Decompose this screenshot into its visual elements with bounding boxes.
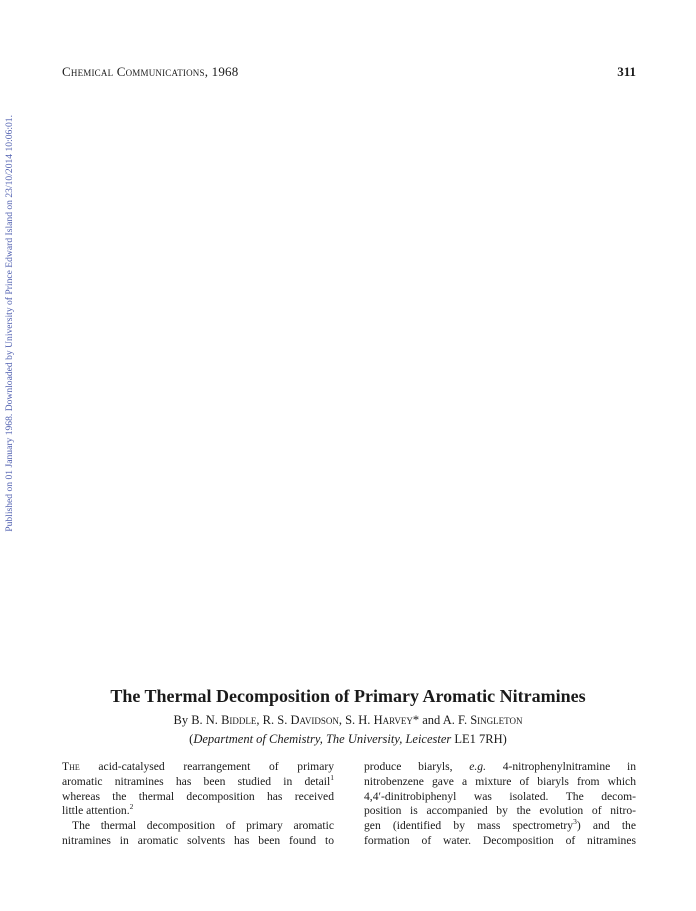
authors-prefix: By B. N. bbox=[173, 713, 222, 727]
affiliation-department: Department of Chemistry, The University, Leicester bbox=[193, 732, 452, 746]
body-text: 4-nitrophenylnitramine in bbox=[486, 760, 636, 773]
body-line bbox=[62, 760, 334, 775]
body-column-left bbox=[62, 760, 334, 849]
body-line: formation of water. Decomposition of nitramines bbox=[364, 833, 636, 847]
reference-marker[interactable]: 2 bbox=[129, 802, 134, 812]
body-text: acid-catalysed rearrangement of primary bbox=[79, 760, 334, 773]
body-text: little attention. bbox=[62, 804, 130, 818]
authors-separator: , S. H. bbox=[338, 713, 374, 727]
body-line: nitramines in aromatic solvents has been found to bbox=[62, 833, 334, 847]
body-text-italic: e.g. bbox=[469, 760, 486, 773]
body-line: nitrobenzene gave a mixture of biaryls from which bbox=[364, 774, 636, 788]
article-title: The Thermal Decomposition of Primary Aromatic Nitramines bbox=[110, 686, 586, 706]
body-column-right bbox=[364, 760, 636, 849]
body-line: whereas the thermal decomposition has received bbox=[62, 789, 334, 803]
article-affiliation bbox=[0, 732, 696, 747]
body-text: aromatic nitramines has been studied in detail bbox=[62, 774, 331, 788]
body-line bbox=[62, 772, 334, 790]
author-name: Singleton bbox=[470, 713, 523, 727]
journal-name bbox=[62, 64, 238, 80]
page-number: 311 bbox=[617, 64, 636, 79]
author-name: Davidson bbox=[290, 713, 339, 727]
body-line: 4,4′-dinitrobiphenyl was isolated. The decom- bbox=[364, 789, 636, 803]
journal-name-initial-1: C bbox=[62, 64, 71, 79]
journal-name-part-2: ommunications bbox=[125, 64, 205, 79]
drop-smallcaps: The bbox=[62, 760, 80, 773]
corresponding-author-mark: * bbox=[412, 713, 420, 727]
reference-marker[interactable]: 3 bbox=[573, 817, 577, 827]
article-authors bbox=[0, 713, 696, 728]
body-line bbox=[364, 760, 636, 775]
body-line bbox=[364, 819, 636, 834]
author-name: Harvey bbox=[373, 713, 413, 727]
body-text: gen (identified by mass spectrometry bbox=[364, 819, 574, 833]
download-notice bbox=[0, 115, 22, 575]
affiliation-postcode: LE1 7RH) bbox=[451, 732, 507, 746]
body-line bbox=[62, 804, 334, 819]
download-notice-text[interactable]: Published on 01 January 1968. Downloaded by University of Prince Edward Island on 23/10/2014 10:06:01. bbox=[4, 115, 15, 532]
page-header bbox=[62, 64, 636, 82]
journal-year: , 1968 bbox=[204, 64, 239, 79]
affiliation-paren: ( bbox=[189, 732, 194, 746]
body-text: produce biaryls, bbox=[364, 760, 470, 773]
journal-name-initial-2: C bbox=[116, 64, 126, 79]
authors-separator: , R. S. bbox=[256, 713, 291, 727]
author-name: Biddle bbox=[221, 713, 257, 727]
body-line: The thermal decomposition of primary aromatic bbox=[72, 819, 334, 833]
journal-name-part-1: hemical bbox=[70, 64, 117, 79]
body-line: position is accompanied by the evolution of nitro- bbox=[364, 804, 636, 818]
authors-separator: and A. F. bbox=[419, 713, 471, 727]
body-text: ) and the bbox=[576, 819, 636, 833]
reference-marker[interactable]: 1 bbox=[330, 772, 334, 782]
